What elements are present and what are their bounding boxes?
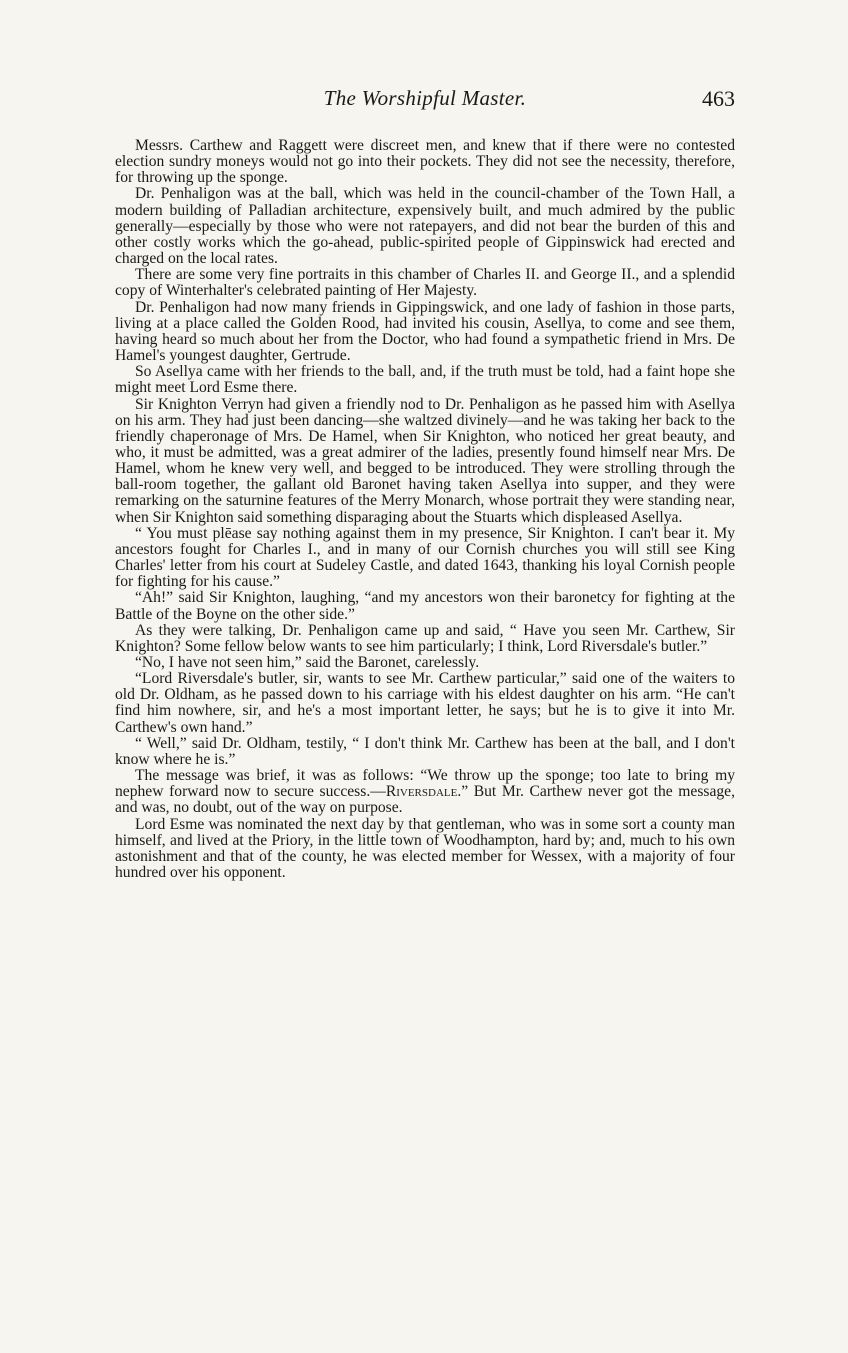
page-number: 463 — [702, 86, 735, 111]
paragraph: “Lord Riversdale's butler, sir, wants to see Mr. Carthew particular,” said one of the waiters to old Dr. Oldham, as he passed down to his carriage with his eldest daughter on his arm. “He can't find him nowhere, sir, and he's a most important letter, he says; but he is to give it into Mr. Carthew's own hand.” — [115, 670, 735, 736]
paragraph: “No, I have not seen him,” said the Baronet, carelessly. — [135, 654, 480, 671]
chapter-title: The Worshipful Master. — [323, 86, 527, 110]
running-head — [115, 86, 735, 116]
paragraph: Sir Knighton Verryn had given a friendly nod to Dr. Penhaligon as he passed him with Asellya on his arm. They had just been dancing—she waltzed divinely—and he was taking her back to the friendly chaperonage of Mrs. De Hamel, when Sir Knighton, who noticed her great beauty, and who, it must be admitted, was a great admirer of the ladies, presently found himself near Mrs. De Hamel, whom he knew very well, and begged to be introduced. They were strolling through the ball-room together, the gallant old Baronet having taken Asellya into supper, and they were remarking on the saturnine features of the Merry Monarch, whose portrait they were standing near, when Sir Knighton said something disparaging about the Stuarts which displeased Asellya. — [115, 395, 735, 526]
paragraph: Dr. Penhaligon was at the ball, which was held in the council-chamber of the Town Hall, a modern building of Palladian architecture, expensively built, and much admired by the public generally—especially by those who were not ratepayers, and did not bear the burden of this and other costly works which the go-ahead, public-spirited people of Gippinswick had erected and charged on the local rates. — [115, 185, 735, 268]
paragraph: As they were talking, Dr. Penhaligon came up and said, “ Have you seen Mr. Carthew, Sir Knighton? Some fellow below wants to see him particularly; I think, Lord Riversdale's butler.” — [115, 621, 735, 655]
paragraph: “ You must plēase say nothing against them in my presence, Sir Knighton. I can't bear it. My ancestors fought for Charles I., and in many of our Cornish churches you will still see King Charles' letter from his court at Sudeley Castle, and dated 1643, thanking his loyal Cornish people for fighting for his cause.” — [115, 524, 735, 591]
signature-riversdale: Riversdale. — [385, 783, 462, 801]
message-paragraph — [115, 768, 735, 816]
paragraph: There are some very fine portraits in this chamber of Charles II. and George II., and a splendid copy of Winterhalter's celebrated painting of Her Majesty. — [115, 266, 735, 300]
paragraph: “ Well,” said Dr. Oldham, testily, “ I don't think Mr. Carthew has been at the ball, and I don't know where he is.” — [115, 734, 735, 768]
paragraph: “Ah!” said Sir Knighton, laughing, “and my ancestors won their baronetcy for fighting at the Battle of the Boyne on the other side.” — [115, 589, 735, 623]
body-text — [115, 138, 735, 881]
paragraph: So Asellya came with her friends to the ball, and, if the truth must be told, had a faint hope she might meet Lord Esme there. — [115, 363, 735, 397]
paragraph: Messrs. Carthew and Raggett were discreet men, and knew that if there were no contested election sundry moneys would not go into their pockets. They did not see the necessity, therefore, for throwing up the sponge. — [115, 137, 735, 187]
message-text-after: ” But Mr. Carthew never got the message, and was, no doubt, out of the way on purpose. — [115, 783, 735, 817]
message-text: The message was brief, it was as follows: “We throw up the sponge; too late to bring my nephew forward now to secure success.— — [115, 767, 735, 801]
paragraph: Lord Esme was nominated the next day by that gentleman, who was in some sort a county man himself, and lived at the Priory, in the little town of Woodhampton, hard by; and, much to his own astonishment and that of the county, he was elected member for Wessex, with a majority of four hundred over his opponent. — [115, 815, 735, 882]
paragraph: Dr. Penhaligon had now many friends in Gippingswick, and one lady of fashion in those parts, living at a place called the Golden Rood, had invited his cousin, Asellya, to come and see them, having heard so much about her from the Doctor, who had found a sympathetic friend in Mrs. De Hamel's youngest daughter, Gertrude. — [115, 298, 735, 365]
